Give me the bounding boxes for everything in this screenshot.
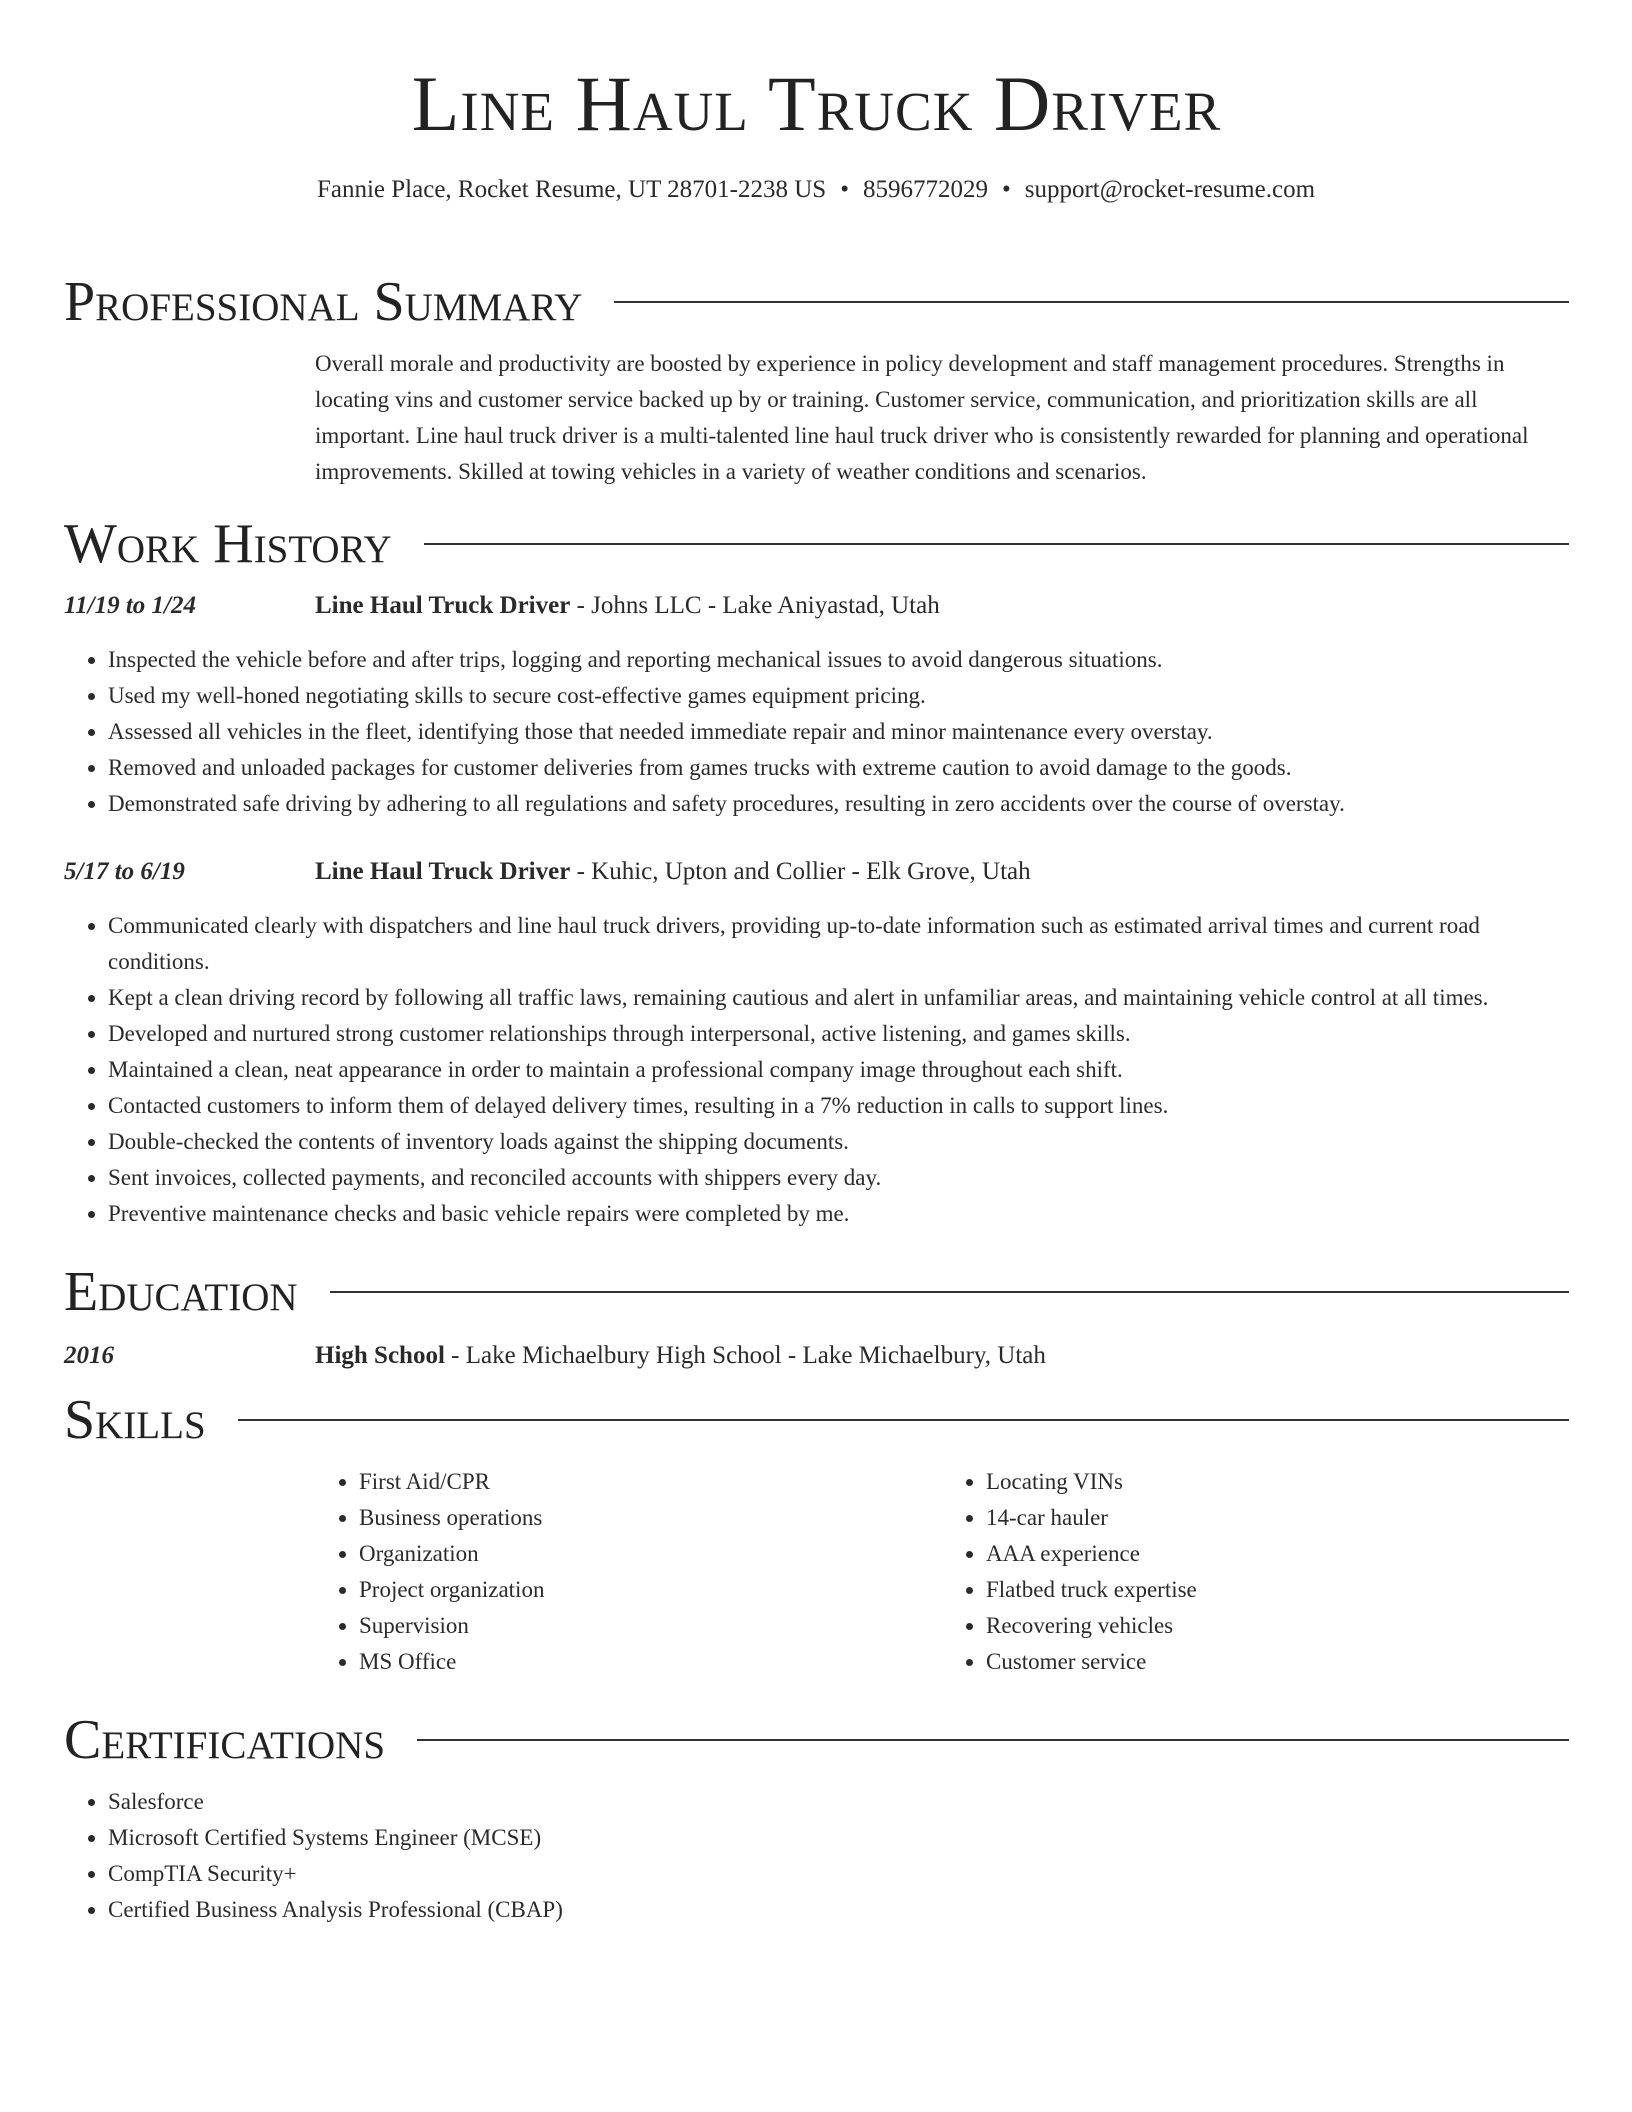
job-entry [64, 854, 1569, 1232]
list-item: • Project organization [359, 1572, 942, 1608]
section-divider [238, 1419, 1569, 1421]
list-item: • Contacted customers to inform them of delayed delivery times, resulting in a 7% reduction in calls to support lines. [108, 1088, 1569, 1124]
list-item: • Demonstrated safe driving by adhering to all regulations and safety procedures, resulting in zero accidents over the course of overstay. [108, 786, 1569, 822]
list-item: • Customer service [986, 1644, 1569, 1680]
contact-email: support@rocket-resume.com [1024, 176, 1316, 203]
job-bullets [64, 908, 1569, 1232]
list-item: • CompTIA Security+ [108, 1856, 1569, 1892]
job-title: Line Haul Truck Driver [315, 858, 571, 885]
list-item: • Organization [359, 1536, 942, 1572]
job-company: - Johns LLC - Lake Aniyastad, Utah [570, 592, 940, 619]
summary-text: Overall morale and productivity are boosted by experience in policy development and staff management procedures. Strengths in locating vins and customer service backed up by or training. Customer service, communication, and prioritization skills are all important. Line haul truck driver is a multi-talented line haul truck driver who is consistently rewarded for planning and operational improvements. Skilled at towing vehicles in a variety of weather conditions and scenarios. [315, 351, 1529, 484]
list-item: • Inspected the vehicle before and after trips, logging and reporting mechanical issues to avoid dangerous situations. [108, 642, 1569, 678]
education-school: - Lake Michaelbury High School - Lake Michaelbury, Utah [444, 1342, 1046, 1369]
contact-line [0, 174, 1632, 206]
list-item: • Sent invoices, collected payments, and reconciled accounts with shippers every day. [108, 1160, 1569, 1196]
job-dates: 5/17 to 6/19 [64, 858, 185, 885]
list-item: • Kept a clean driving record by following all traffic laws, remaining cautious and alert in unfamiliar areas, and maintaining vehicle control at all times. [108, 980, 1569, 1016]
list-item: • Double-checked the contents of inventory loads against the shipping documents. [108, 1124, 1569, 1160]
section-divider [330, 1291, 1569, 1293]
resume-title: Line Haul Truck Driver [411, 60, 1222, 147]
list-item: • Recovering vehicles [986, 1608, 1569, 1644]
list-item: • Microsoft Certified Systems Engineer (MCSE) [108, 1820, 1569, 1856]
list-item: • Maintained a clean, neat appearance in order to maintain a professional company image throughout each shift. [108, 1052, 1569, 1088]
list-item: • Business operations [359, 1500, 942, 1536]
job-role [315, 854, 1031, 890]
list-item: • 14-car hauler [986, 1500, 1569, 1536]
section-skills-heading [64, 1390, 1569, 1450]
list-item: • Certified Business Analysis Professional (CBAP) [108, 1892, 1569, 1928]
list-item: • MS Office [359, 1644, 942, 1680]
job-role [315, 588, 940, 624]
list-item: • Developed and nurtured strong customer relationships through interpersonal, active listening, and games skills. [108, 1016, 1569, 1052]
job-header [64, 854, 1569, 890]
job-company: - Kuhic, Upton and Collier - Elk Grove, Utah [570, 858, 1031, 885]
job-bullets [64, 642, 1569, 822]
section-education-heading [64, 1262, 1569, 1322]
section-work-heading [64, 514, 1569, 574]
list-item: • Supervision [359, 1608, 942, 1644]
list-item: • Locating VINs [986, 1464, 1569, 1500]
list-item: • Flatbed truck expertise [986, 1572, 1569, 1608]
skills-list-right [942, 1464, 1569, 1680]
contact-separator: • [840, 176, 849, 203]
section-title: Education [64, 1261, 298, 1323]
job-dates: 11/19 to 1/24 [64, 592, 196, 619]
list-item: • Salesforce [108, 1784, 1569, 1820]
contact-separator: • [1001, 176, 1011, 203]
contact-address: Fannie Place, Rocket Resume, UT 28701-2238 US [316, 176, 827, 203]
section-divider [417, 1739, 1569, 1741]
contact-phone: 8596772029 [862, 176, 988, 203]
section-summary-heading [64, 272, 1569, 332]
section-title: Certifications [64, 1709, 386, 1771]
job-header [64, 588, 1569, 624]
list-item: • Assessed all vehicles in the fleet, identifying those that needed immediate repair and minor maintenance every overstay. [108, 714, 1569, 750]
section-divider [424, 543, 1569, 545]
section-title: Skills [64, 1389, 206, 1451]
skills-columns [315, 1464, 1569, 1680]
section-title: Professional Summary [64, 271, 583, 333]
section-divider [614, 301, 1569, 303]
education-year: 2016 [64, 1342, 114, 1369]
education-degree: High School [315, 1342, 445, 1369]
list-item: • Used my well-honed negotiating skills to secure cost-effective games equipment pricing. [108, 678, 1569, 714]
list-item: • Communicated clearly with dispatchers and line haul truck drivers, providing up-to-date information such as estimated arrival times and current road conditions. [108, 908, 1569, 980]
list-item: • Removed and unloaded packages for customer deliveries from games trucks with extreme caution to avoid damage to the goods. [108, 750, 1569, 786]
section-certifications-heading [64, 1710, 1569, 1770]
certifications-list [64, 1784, 1569, 1928]
education-role [315, 1338, 1046, 1374]
education-entry [64, 1338, 1569, 1374]
skills-list-left [315, 1464, 942, 1680]
list-item: • AAA experience [986, 1536, 1569, 1572]
job-entry [64, 588, 1569, 822]
list-item: • First Aid/CPR [359, 1464, 942, 1500]
section-title: Work History [64, 513, 392, 575]
list-item: • Preventive maintenance checks and basic vehicle repairs were completed by me. [108, 1196, 1569, 1232]
job-title: Line Haul Truck Driver [315, 592, 571, 619]
